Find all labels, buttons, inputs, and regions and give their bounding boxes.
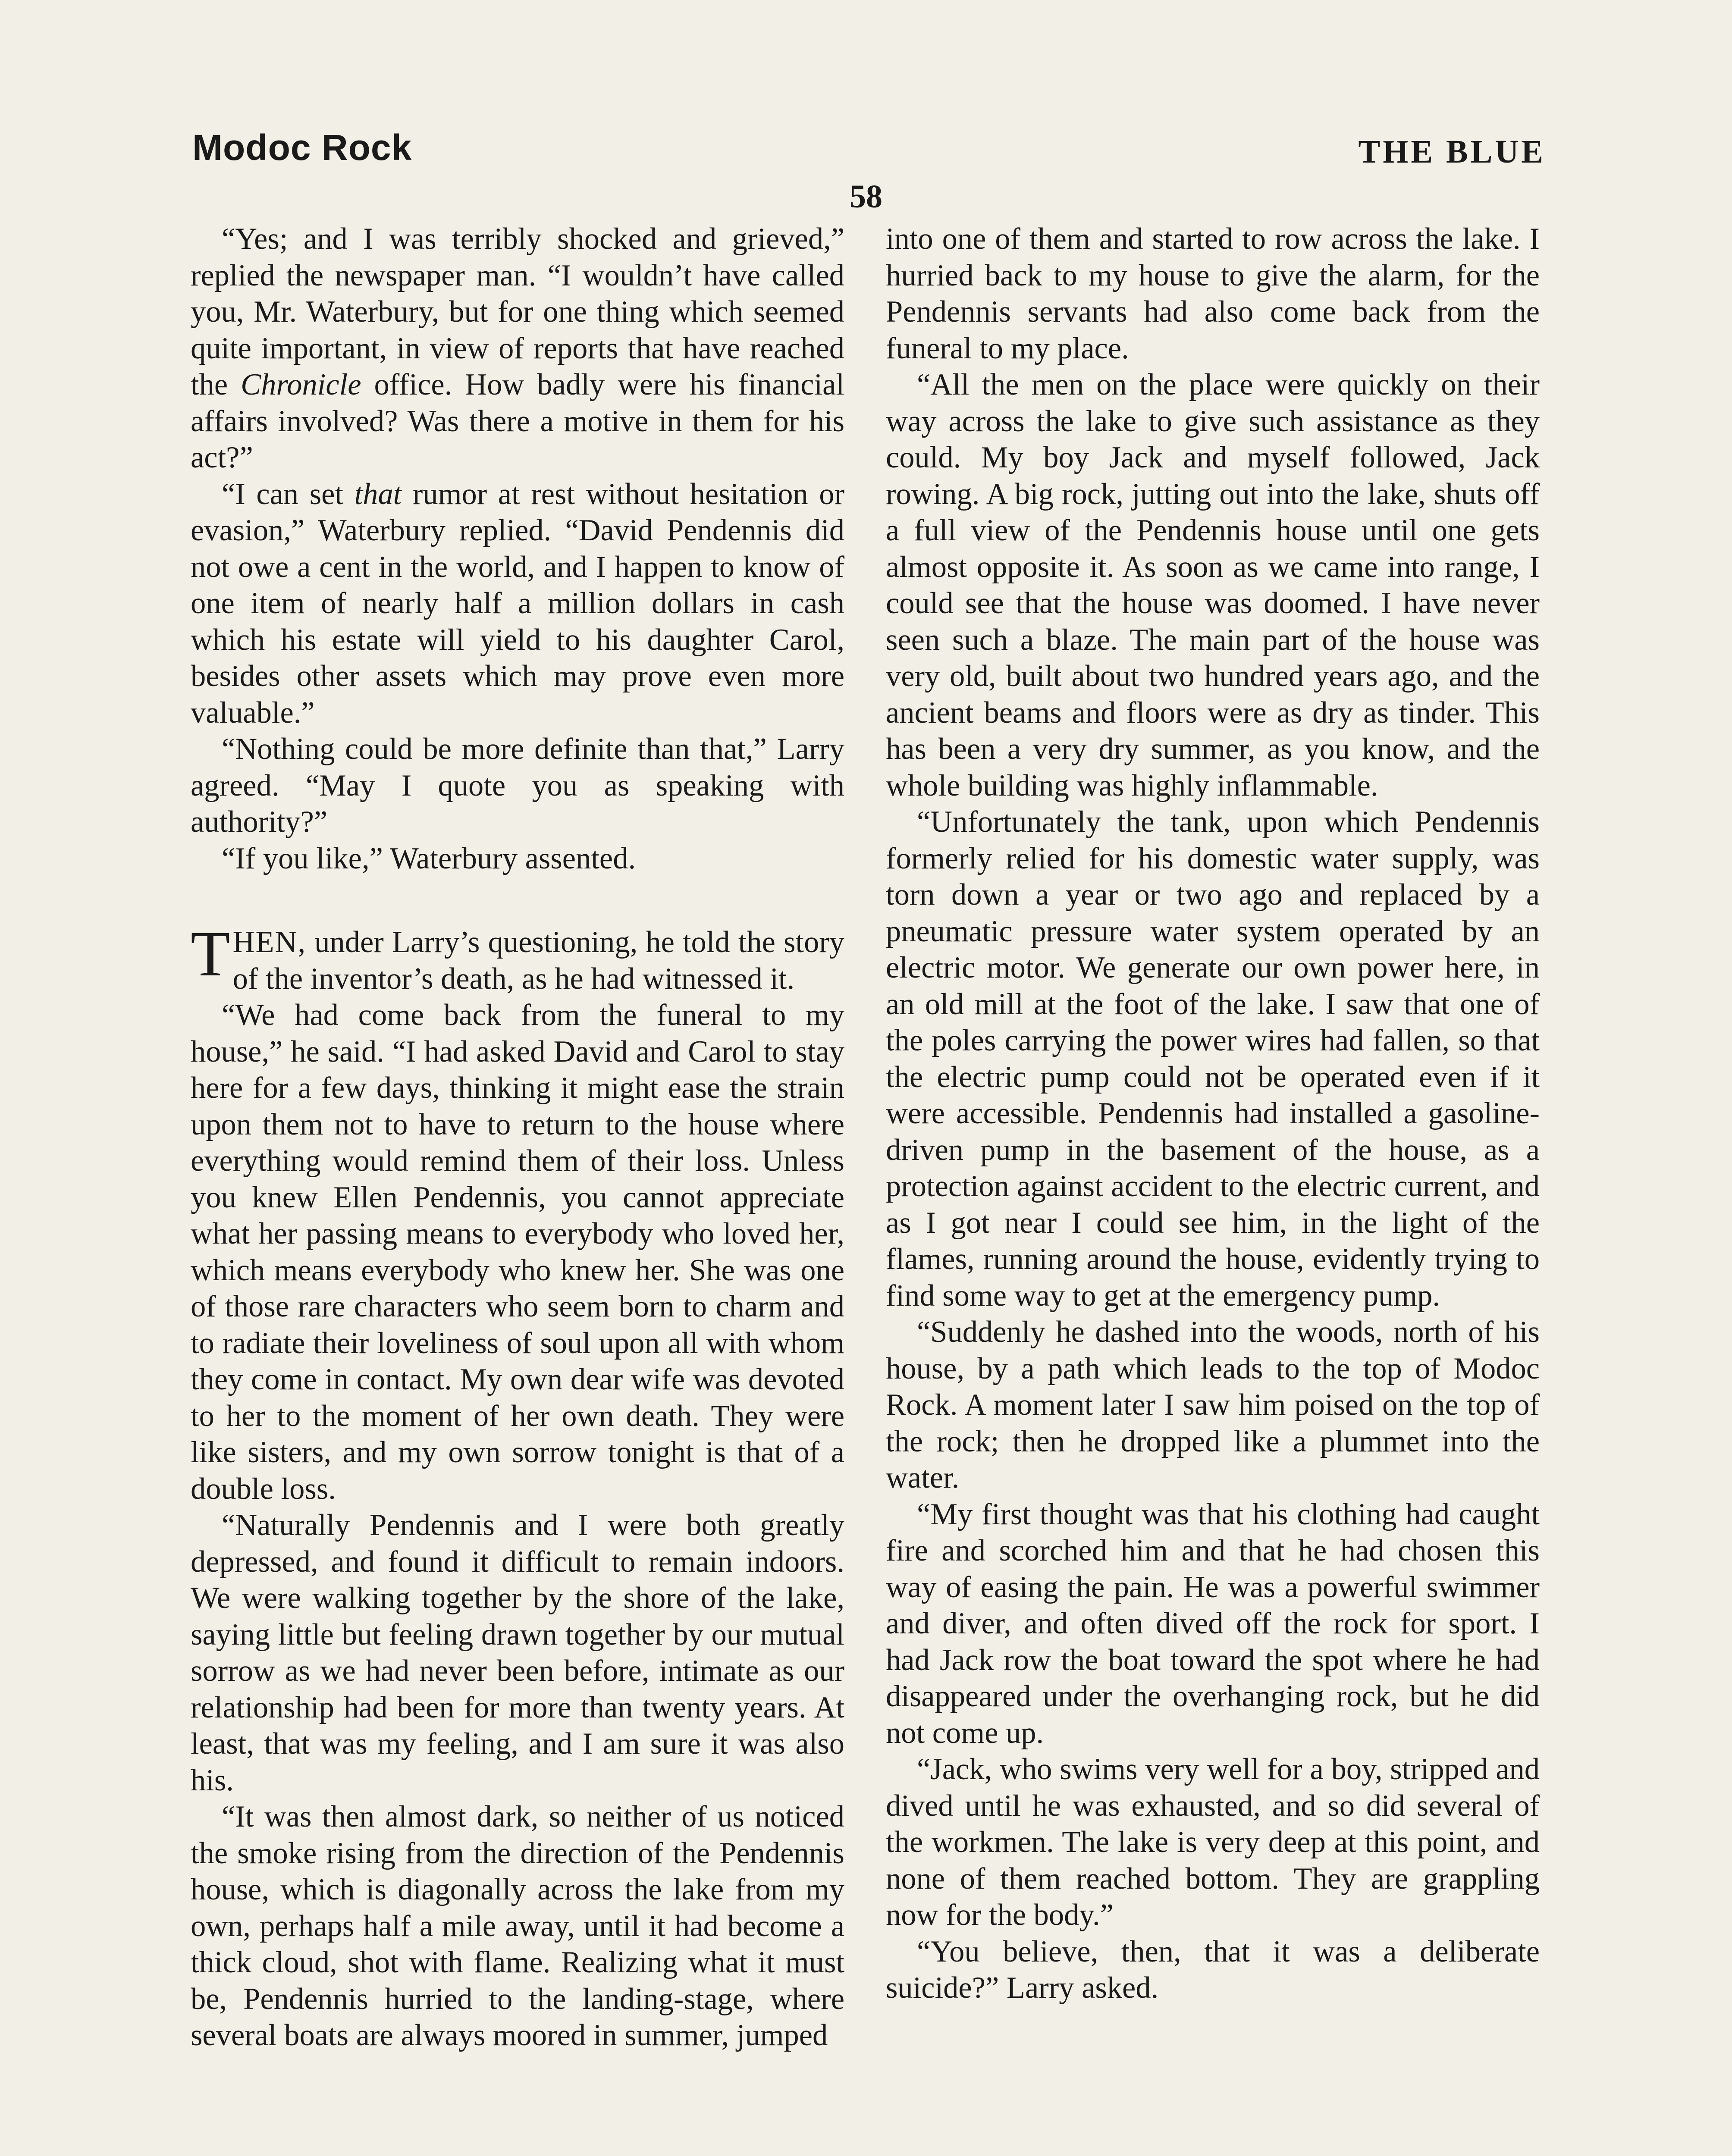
section-start-paragraph [191,918,844,997]
italic-text: that [354,477,402,511]
paragraph-text: “I can set [222,477,355,511]
paragraph: “Nothing could be more definite than that,” Larry agreed. “May I quote you as speaking with authority?” [191,732,844,839]
paragraph: “My first thought was that his clothing had caught fire and scorched him and that he had chosen this way of easing the pain. He was a powerful swimmer and diver, and often dived off the rock for sport. I had Jack row the boat toward the spot where he had disappeared under the overhanging rock, but he did not come up. [886,1497,1540,1750]
page-number: 58 [850,179,882,215]
paragraph: “Unfortunately the tank, upon which Pendennis formerly relied for his domestic water supply, was torn down a year or two ago and replaced by a pneumatic pressure water system operated by an electric motor. We generate our own power here, in an old mill at the foot of the lake. I saw that one of the poles carrying the power wires had fallen, so that the electric pump could not be operated even if it were accessible. Pendennis had installed a gasoline-driven pump in the basement of the house, as a protection against accident to the electric current, and as I got near I could see him, in the light of the flames, running around the house, evidently trying to find some way to get at the emergency pump. [886,805,1540,1313]
paragraph: “You believe, then, that it was a deliberate suicide?” Larry asked. [886,1934,1540,2005]
paragraph-text: rumor at rest without hesitation or evasion,” Waterbury replied. “David Pendennis did not owe a cent in the world, and I happen to know of one item of nearly half a million dollars in cash which his estate will yield to his daughter Carol, besides other assets which may prove even more valuable.” [191,477,844,730]
paragraph-text: under Larry’s questioning, he told the story of the inventor’s death, as he had witnessed it. [232,925,844,996]
paragraph: “It was then almost dark, so neither of us noticed the smoke rising from the direction of the Pendennis house, which is diagonally across the lake from my own, perhaps half a mile away, until it had become a thick cloud, shot with flame. Realizing what it must be, Pendennis hurried to the landing-stage, where several boats are always moored in summer, jumped [191,1800,844,2052]
paragraph: “We had come back from the funeral to my house,” he said. “I had asked David and Carol to stay here for a few days, thinking it might ease the strain upon them not to have to return to the house where everything would remind them of their loss. Unless you knew Ellen Pendennis, you cannot appreciate what her passing means to everybody who loved her, which means everybody who knew her. She was one of those rare characters who seem born to charm and to radiate their loveliness of soul upon all with whom they come in contact. My own dear wife was devoted to her to the moment of her own death. They were like sisters, and my own sorrow tonight is that of a double loss. [191,998,844,1506]
paragraph [191,221,844,476]
paragraph-text: office. How badly were his financial affairs involved? Was there a motive in them for his act?” [191,368,844,474]
italic-text: Chronicle [241,368,361,401]
paragraph: “Naturally Pendennis and I were both greatly depressed, and found it difficult to remain indoors. We were walking together by the shore of the lake, saying little but feeling drawn together by our mutual sorrow as we had never been before, intimate as our relationship had been for more than twenty years. At least, that was my feeling, and I am sure it was also his. [191,1508,844,1797]
paragraph: “Suddenly he dashed into the woods, north of his house, by a path which leads to the top of Modoc Rock. A moment later I saw him poised on the top of the rock; then he dropped like a plummet into the water. [886,1315,1540,1495]
paragraph: “All the men on the place were quickly on their way across the lake to give such assistance as they could. My boy Jack and myself followed, Jack rowing. A big rock, jutting out into the lake, shuts off a full view of the Pendennis house until one gets almost opposite it. As soon as we came into range, I could see that the house was doomed. I have never seen such a blaze. The main part of the house was very old, built about two hundred years ago, and the ancient beams and floors were as dry as tinder. This has been a very dry summer, as you know, and the whole building was highly inflammable. [886,368,1540,802]
paragraph: “If you like,” Waterbury assented. [222,841,636,875]
paragraph-text: “Yes; and I was terribly shocked and grieved,” replied the newspaper man. “I wouldn’t have called you, Mr. Waterbury, but for one thing which seemed quite important, in view of reports that have reached the [191,222,844,401]
paragraph: into one of them and started to row across the lake. I hurried back to my house to give the alarm, for the Pendennis servants had also come back from the funeral to my place. [886,222,1540,365]
right-column [886,221,1540,2156]
small-caps-text: HEN, [232,925,307,959]
left-column [191,221,844,2156]
drop-cap: T [191,918,230,990]
paragraph: “Jack, who swims very well for a boy, stripped and dived until he was exhausted, and so did several of the workmen. The lake is very deep at this point, and none of them reached bottom. They are grappling now for the body.” [886,1752,1540,1932]
paragraph [191,476,844,731]
story-title: Modoc Rock [192,127,412,168]
magazine-name: THE BLUE [1358,134,1546,170]
